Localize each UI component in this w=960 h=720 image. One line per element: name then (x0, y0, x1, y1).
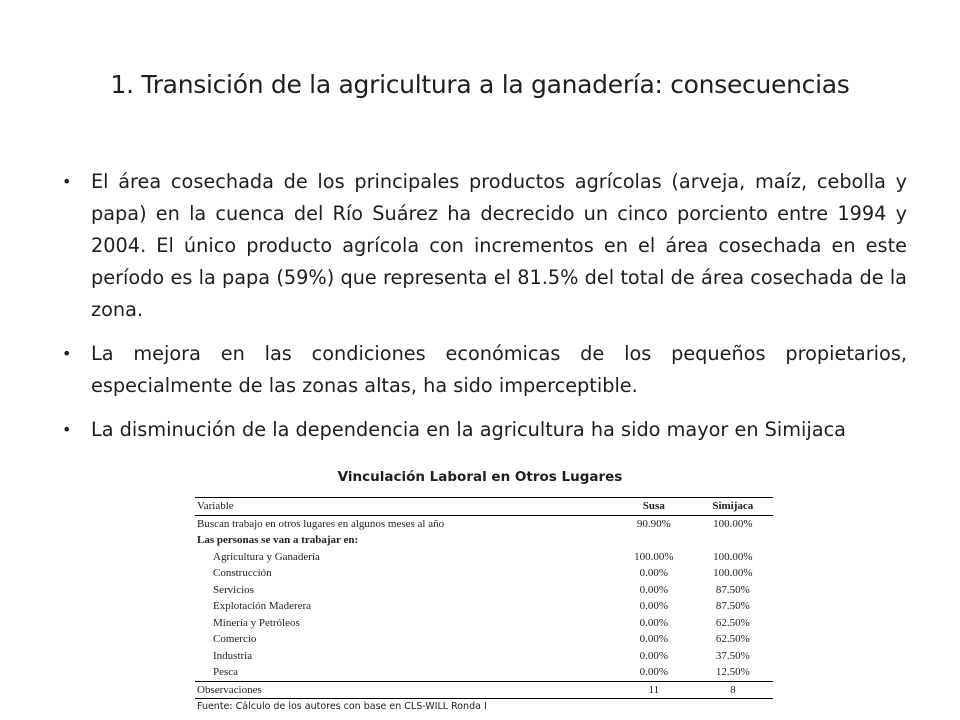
footer-label: Observaciones (195, 681, 615, 699)
bullet-dot-icon: • (62, 420, 72, 439)
cell-susa: 0.00% (639, 633, 669, 645)
table-row (195, 598, 773, 615)
table-row (195, 664, 773, 681)
cell-susa: 0.00% (639, 600, 669, 612)
bullet-item (62, 414, 907, 446)
footer-simijaca: 8 (693, 681, 773, 699)
bullet-text: El área cosechada de los principales productos agrícolas (arveja, maíz, cebolla y papa) en la cuenca del Río Suárez ha decrecido un cinco porciento entre 1994 y 2004. El único producto agrícola con incrementos en el área cosechada en este período es la papa (59%) que representa el 81.5% del total de área cosechada de la zona. (91, 170, 907, 321)
cell-simijaca: 87.50% (715, 600, 750, 612)
header-variable: Variable (195, 498, 615, 516)
row-label: Explotación Maderera (213, 600, 312, 612)
cell-susa: 0.00% (639, 666, 669, 678)
header-susa: Susa (615, 498, 693, 516)
employment-table (195, 497, 773, 699)
cell-susa: 100.00% (634, 550, 674, 563)
bullet-text: La mejora en las condiciones económicas de los pequeños propietarios, especialmente de las zonas altas, ha sido imperceptible. (91, 342, 907, 397)
header-simijaca: Simijaca (693, 498, 773, 516)
bullet-item (62, 338, 907, 402)
cell-simijaca: 12.50% (715, 666, 750, 678)
bullet-dot-icon: • (62, 172, 72, 191)
footer-susa: 11 (615, 681, 693, 699)
cell-simijaca: 87.50% (715, 583, 750, 596)
bullet-list (62, 166, 907, 446)
table-row (195, 631, 773, 648)
row-label: Agricultura y Ganadería (213, 550, 320, 563)
cell-simijaca: 37.50% (715, 649, 750, 662)
row-label: Servicios (213, 583, 254, 596)
source-note: Fuente: Cálculo de los autores con base en CLS-WILL Ronda I (197, 701, 487, 712)
cell-simijaca: 62.50% (715, 616, 750, 629)
table-row (195, 565, 773, 582)
bullet-dot-icon: • (62, 344, 72, 363)
cell-susa: 90.90% (615, 515, 693, 532)
table-row (195, 582, 773, 599)
table-footer-row (195, 681, 773, 699)
table-row (195, 515, 773, 532)
row-label: Pesca (213, 666, 239, 678)
table-header-row (195, 498, 773, 516)
cell-susa: 0.00% (639, 583, 669, 596)
cell-simijaca: 100.00% (713, 567, 753, 579)
row-label: Buscan trabajo en otros lugares en algunos meses al año (195, 515, 615, 532)
table-section-row (195, 532, 773, 549)
cell-susa: 0.00% (639, 649, 669, 662)
row-label: Minería y Petróleos (213, 616, 300, 629)
section-label: Las personas se van a trabajar en: (197, 534, 359, 546)
table-row (195, 615, 773, 632)
cell-susa: 0.00% (639, 567, 669, 579)
bullet-item (62, 166, 907, 326)
bullet-text: La disminución de la dependencia en la agricultura ha sido mayor en Simijaca (91, 418, 847, 441)
row-label: Comercio (213, 633, 257, 645)
cell-simijaca: 62.50% (715, 633, 750, 645)
row-label: Industria (213, 649, 253, 662)
table-row (195, 648, 773, 665)
cell-simijaca: 100.00% (693, 515, 773, 532)
row-label: Construcción (213, 567, 272, 579)
cell-susa: 0.00% (639, 616, 669, 629)
table-caption: Vinculación Laboral en Otros Lugares (337, 469, 623, 485)
table-row (195, 549, 773, 566)
slide-title: 1. Transición de la agricultura a la ganadería: consecuencias (110, 70, 850, 99)
cell-simijaca: 100.00% (713, 550, 753, 563)
